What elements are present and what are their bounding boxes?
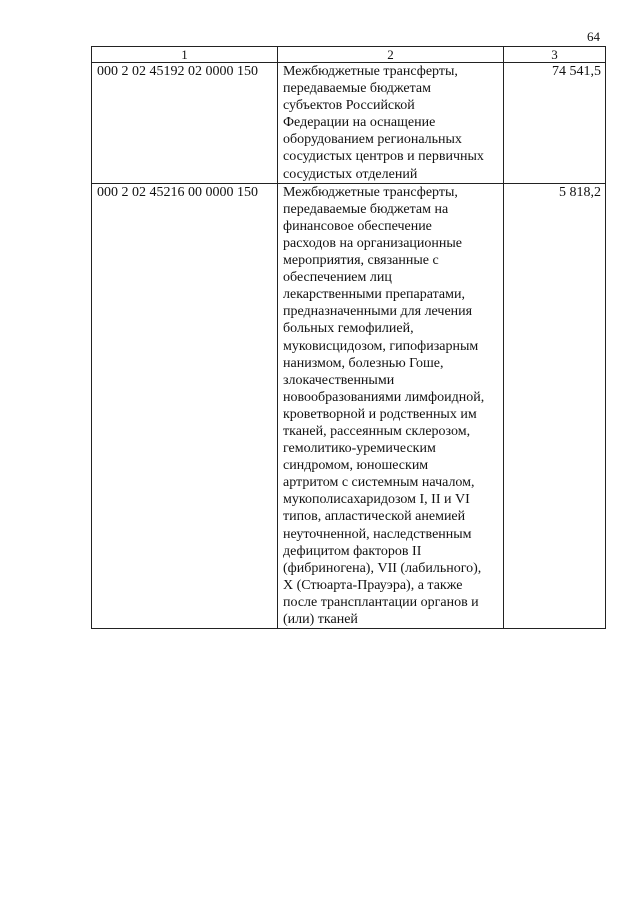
table-row [92,183,606,628]
description-line: (или) тканей [283,612,358,627]
description-line: Федерации на оснащение [283,115,436,131]
description-line: больных гемофилией, [283,321,414,337]
description-line: злокачественными [283,372,395,388]
table-header-row [92,47,606,63]
description-line: лекарственными препаратами, [283,287,465,303]
column-header-3: 3 [504,47,606,63]
description-line: синдромом, юношеским [283,458,429,474]
description-line: расходов на организационные [283,235,463,251]
description-line: передаваемые бюджетам на [283,201,449,217]
column-header-2: 2 [278,47,504,63]
description-line: мероприятия, связанные с [283,253,439,269]
description-line: неуточненной, наследственным [283,526,472,542]
description-line: артритом с системным началом, [283,475,475,491]
description-line: Межбюджетные трансферты, [283,64,458,79]
description-line: нанизмом, болезнью Гоше, [283,355,444,371]
row-amount-cell: 5 818,2 [504,183,606,628]
description-line: новообразованиями лимфоидной, [283,389,485,405]
description-line: муковисцидозом, гипофизарным [283,338,479,354]
description-line: X (Стюарта-Прауэра), а также [283,577,463,593]
description-line: (фибриногена), VII (лабильного), [283,560,482,576]
description-line: сосудистых центров и первичных [283,149,484,165]
row-amount-cell: 74 541,5 [504,63,606,184]
description-line: мукополисахаридозом I, II и VI [283,492,470,508]
description-line: кроветворной и родственных им [283,406,477,422]
description-line: субъектов Российской [283,98,415,114]
budget-table [91,46,606,629]
row-description-cell [278,183,504,628]
description-line: типов, апластической анемией [283,509,466,525]
description-line: тканей, рассеянным склерозом, [283,423,471,439]
column-header-1: 1 [92,47,278,63]
description-line: передаваемые бюджетам [283,81,431,97]
row-code-cell: 000 2 02 45216 00 0000 150 [92,183,278,628]
page-number: 64 [587,29,600,44]
description-line: Межбюджетные трансферты, [283,184,458,200]
description-line: финансовое обеспечение [283,218,432,234]
description-line: гемолитико-уремическим [283,441,436,457]
description-line: после трансплантации органов и [283,594,479,610]
table-row [92,63,606,184]
description-line: сосудистых отделений [283,166,418,182]
row-description-cell [278,63,504,184]
description-line: предназначенными для лечения [283,304,473,320]
description-line: дефицитом факторов II [283,543,422,559]
row-code-cell: 000 2 02 45192 02 0000 150 [92,63,278,184]
description-line: обеспечением лиц [283,270,392,286]
description-line: оборудованием региональных [283,132,462,148]
